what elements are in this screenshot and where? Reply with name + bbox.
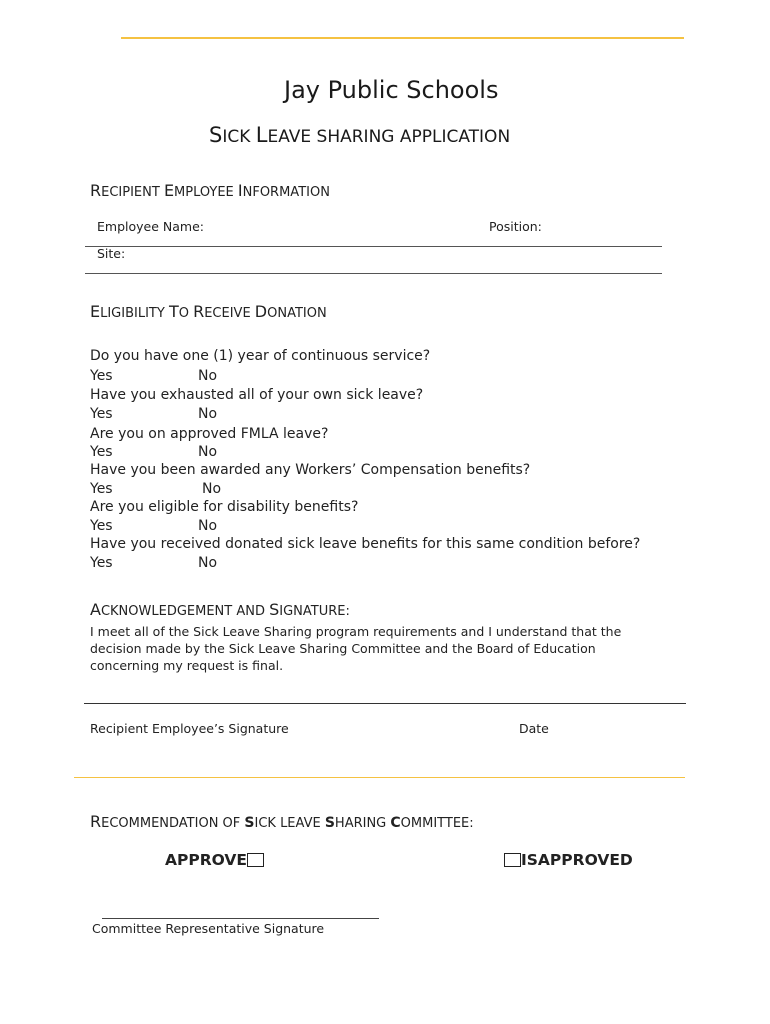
question-1: Do you have one (1) year of continuous service? xyxy=(90,348,431,364)
approve-option[interactable] xyxy=(165,851,264,869)
no-option-5[interactable]: No xyxy=(198,518,218,534)
committee-signature-line[interactable] xyxy=(102,918,379,919)
yes-option-3[interactable]: Yes xyxy=(90,444,113,460)
yes-option-2[interactable]: Yes xyxy=(90,406,113,422)
form-subtitle: SICK LEAVE SHARING APPLICATION xyxy=(209,123,511,147)
question-4: Have you been awarded any Workers’ Compensation benefits? xyxy=(90,462,531,478)
recipient-section-heading: RECIPIENT EMPLOYEE INFORMATION xyxy=(90,181,330,200)
approve-checkbox[interactable] xyxy=(247,853,264,867)
site-label: Site: xyxy=(97,246,126,261)
position-label: Position: xyxy=(489,219,542,234)
eligibility-section-heading: ELIGIBILITY TO RECEIVE DONATION xyxy=(90,302,327,321)
no-option-3[interactable]: No xyxy=(198,444,218,460)
acknowledgement-text: I meet all of the Sick Leave Sharing program requirements and I understand that the decision made by the Sick Leave Sharing Committee and the Board of Education concerning my request is final. xyxy=(90,624,622,673)
recipient-signature-label: Recipient Employee’s Signature xyxy=(90,721,289,736)
acknowledgement-heading: ACKNOWLEDGEMENT AND SIGNATURE: xyxy=(90,600,350,619)
top-accent-line xyxy=(121,37,684,39)
yes-option-4[interactable]: Yes xyxy=(90,481,113,497)
site-line[interactable] xyxy=(85,273,662,274)
date-label: Date xyxy=(519,721,549,736)
question-5: Are you eligible for disability benefits? xyxy=(90,499,359,515)
approve-label: APPROVE xyxy=(165,851,247,869)
question-6: Have you received donated sick leave benefits for this same condition before? xyxy=(90,536,641,552)
employee-name-line[interactable] xyxy=(85,246,662,247)
employee-name-label: Employee Name: xyxy=(97,219,204,234)
yes-option-1[interactable]: Yes xyxy=(90,368,113,384)
yes-option-6[interactable]: Yes xyxy=(90,555,113,571)
committee-heading: RECOMMENDATION OF SICK LEAVE SHARING COMMITTEE: xyxy=(90,812,474,831)
question-2: Have you exhausted all of your own sick leave? xyxy=(90,387,424,403)
disapprove-checkbox[interactable] xyxy=(504,853,521,867)
committee-signature-label: Committee Representative Signature xyxy=(92,921,325,936)
question-3: Are you on approved FMLA leave? xyxy=(90,426,329,442)
no-option-1[interactable]: No xyxy=(198,368,218,384)
yes-option-5[interactable]: Yes xyxy=(90,518,113,534)
no-option-4[interactable]: No xyxy=(202,481,222,497)
disapproved-label: ISAPPROVED xyxy=(521,851,633,869)
page-title: Jay Public Schools xyxy=(284,76,499,104)
no-option-2[interactable]: No xyxy=(198,406,218,422)
lower-accent-line xyxy=(74,777,685,778)
disapprove-option[interactable] xyxy=(504,851,633,869)
recipient-signature-line[interactable] xyxy=(84,703,686,704)
no-option-6[interactable]: No xyxy=(198,555,218,571)
